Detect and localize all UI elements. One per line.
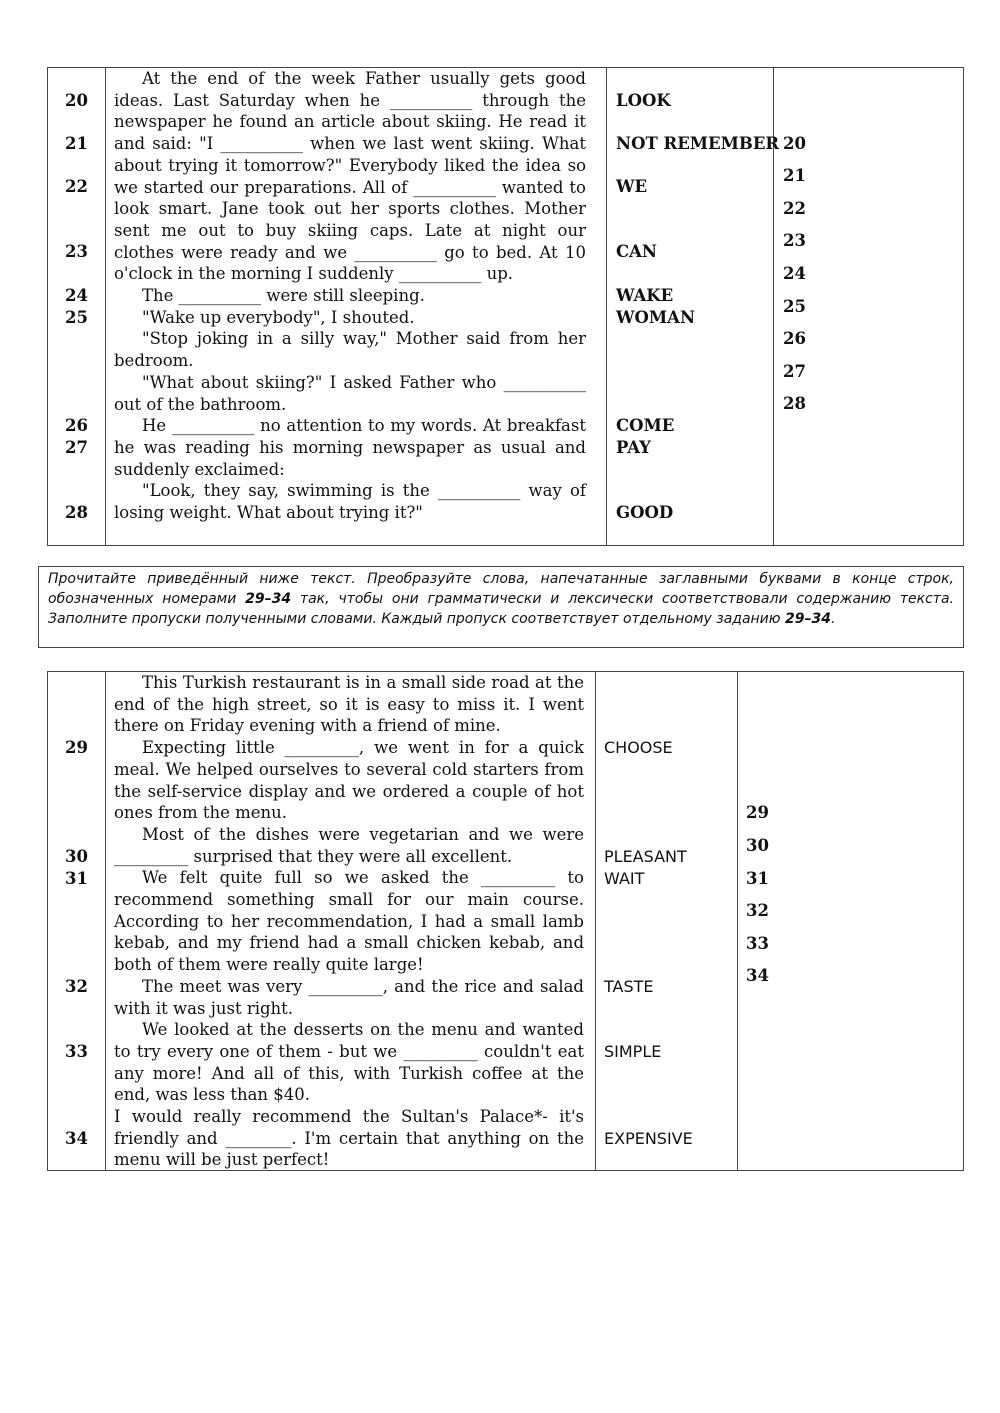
source-word: SIMPLE [604, 1042, 662, 1061]
answer-number: 32 [746, 901, 769, 920]
source-word: LOOK [616, 91, 671, 110]
source-word: EXPENSIVE [604, 1129, 693, 1148]
task-number: 29 [65, 738, 88, 757]
task-number: 30 [65, 847, 88, 866]
answer-number: 31 [746, 869, 769, 888]
exercise-table-20-28 [47, 67, 964, 546]
source-word: PLEASANT [604, 847, 687, 866]
task-number: 27 [65, 438, 88, 457]
paragraph: Most of the dishes were vegetarian and we were _________ surprised that they were all excellent. [114, 824, 584, 866]
task-number: 22 [65, 177, 88, 196]
answer-number: 24 [783, 264, 806, 283]
answer-number: 30 [746, 836, 769, 855]
answer-number: 33 [746, 934, 769, 953]
paragraph: "Stop joking in a silly way," Mother said from her bedroom. [114, 329, 586, 371]
answer-number: 20 [783, 134, 806, 153]
source-word: WAIT [604, 869, 645, 888]
source-word: WE [616, 177, 648, 196]
paragraph: I would really recommend the Sultan's Palace*- it's friendly and ________. I'm certain that anything on the menu will be just perfect! [114, 1107, 584, 1170]
task-number: 33 [65, 1042, 88, 1061]
task-number: 21 [65, 134, 88, 153]
paragraph: He __________ no attention to my words. At breakfast he was reading his morning newspaper as usual and suddenly exclaimed: [114, 416, 586, 479]
instruction-range: 29–34 [245, 591, 292, 607]
answer-number: 22 [783, 199, 806, 218]
source-word: CAN [616, 242, 658, 261]
source-word: CHOOSE [604, 738, 673, 757]
answer-number: 27 [783, 362, 806, 381]
task-number: 31 [65, 869, 88, 888]
task-number: 28 [65, 503, 88, 522]
task-number: 34 [65, 1129, 88, 1148]
paragraph: We looked at the desserts on the menu and wanted to try every one of them - but we _________ couldn't eat any more! And all of this, with Turkish coffee at the end, was less than $40. [114, 1020, 584, 1105]
task-number: 26 [65, 416, 88, 435]
task-number: 32 [65, 977, 88, 996]
paragraph: This Turkish restaurant is in a small side road at the end of the high street, so it is easy to miss it. I went there on Friday evening with a friend of mine. [114, 673, 584, 736]
instruction-text: Прочитайте приведённый ниже текст. Преобразуйте слова, напечатанные заглавными буквами в конце строк, обозначенных номерами [48, 571, 954, 607]
source-word: PAY [616, 438, 651, 457]
answer-number: 25 [783, 297, 806, 316]
answer-number: 29 [746, 803, 769, 822]
task-number: 24 [65, 286, 88, 305]
source-word: GOOD [616, 503, 674, 522]
answer-number: 34 [746, 966, 769, 985]
task-number: 20 [65, 91, 88, 110]
passage-text [114, 672, 584, 1171]
passage-text [114, 68, 586, 524]
source-word: TASTE [604, 977, 654, 996]
paragraph: We felt quite full so we asked the _________ to recommend something small for our main course. According to her recommendation, I had a small lamb kebab, and my friend had a small chicken kebab, and both of them were really quite large! [114, 868, 584, 975]
instruction-range: 29–34 [785, 611, 831, 627]
paragraph: "Wake up everybody", I shouted. [142, 307, 415, 327]
paragraph: Expecting little _________, we went in for a quick meal. We helped ourselves to several cold starters from the self-service display and we ordered a couple of hot ones from the menu. [114, 738, 584, 823]
instruction-text: так, чтобы они грамматически и лексически соответствовали содержанию текста. Заполните пропуски полученными словами. Каждый пропуск соответствует отдельному заданию [48, 591, 954, 627]
paragraph: The __________ were still sleeping. [142, 286, 425, 306]
paragraph: At the end of the week Father usually gets good ideas. Last Saturday when he __________ through the newspaper he found an article about skiing. He read it and said: "I __________ when we last went skiing. What about trying it tomorrow?" Everybody liked the idea so we started our preparations. All of __________ wanted to look smart. Jane took out her sports clothes. Mother sent me out to buy skiing caps. Late at night our clothes were ready and we __________ go to bed. At 10 o'clock in the morning I suddenly __________ up. [114, 69, 586, 284]
answer-number: 21 [783, 166, 806, 185]
instruction-text: . [831, 611, 836, 627]
source-word: WAKE [616, 286, 674, 305]
answer-number: 28 [783, 394, 806, 413]
task-number: 23 [65, 242, 88, 261]
answer-number: 26 [783, 329, 806, 348]
paragraph: "What about skiing?" I asked Father who __________ out of the bathroom. [114, 372, 586, 414]
paragraph: The meet was very _________, and the rice and salad with it was just right. [114, 976, 584, 1018]
task-number: 25 [65, 308, 88, 327]
source-word: COME [616, 416, 675, 435]
paragraph: "Look, they say, swimming is the __________ way of losing weight. What about trying it?" [114, 481, 586, 523]
instruction-box [38, 566, 964, 648]
source-word: WOMAN [616, 308, 696, 327]
answer-number: 23 [783, 231, 806, 250]
exercise-table-29-34 [47, 671, 964, 1171]
source-word: NOT REMEMBER [616, 134, 780, 153]
